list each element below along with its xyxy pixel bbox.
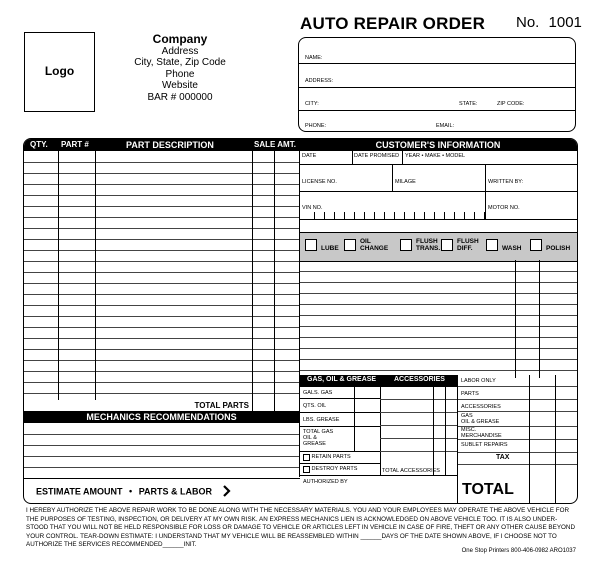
- mileage-label[interactable]: MILAGE: [395, 179, 416, 185]
- address-field-label[interactable]: ADDRESS:: [305, 78, 334, 84]
- name-field-label[interactable]: NAME:: [305, 55, 323, 61]
- vin-label[interactable]: VIN NO.: [302, 205, 323, 211]
- destroy-parts-option[interactable]: [303, 466, 357, 474]
- polish-checkbox[interactable]: [530, 239, 542, 251]
- lbs-grease-label: LBS. GREASE: [303, 417, 340, 423]
- state-field-label[interactable]: STATE:: [459, 101, 478, 107]
- disclaimer-line-5: AUTHORIZE THE SERVICES RECOMMENDED______INIT.: [26, 541, 197, 549]
- order-number: [516, 14, 582, 31]
- disclaimer-line-2: THE PURPOSES OF TESTING, INSPECTION, OR DELIVERY AT MY OWN RISK. AN EXPRESS MECHANICS LIEN IS ACKNOWLEDGED ON ABOVE VEHICLE TOO. IT IS ALSO UNDER-: [26, 515, 558, 523]
- logo-box: [24, 32, 95, 112]
- total-gas-label-1: TOTAL GAS: [303, 429, 334, 435]
- company-city: City, State, Zip Code: [134, 57, 226, 69]
- company-block: [120, 33, 240, 103]
- flush-trans-label-2: TRANS.: [416, 245, 441, 252]
- labor-only-label: LABOR ONLY: [461, 378, 496, 384]
- motor-label[interactable]: MOTOR NO.: [488, 205, 520, 211]
- gas-oil-summary-label-2: OIL & GREASE: [461, 419, 500, 425]
- company-bar: BAR # 000000: [147, 91, 213, 103]
- estimate-parts-labor-label: PARTS & LABOR: [138, 486, 213, 497]
- mechanics-rows: [24, 423, 299, 479]
- total-accessories-label: TOTAL ACCESSORIES: [382, 468, 440, 474]
- flush-trans-checkbox[interactable]: [400, 239, 412, 251]
- form-frame: [23, 138, 578, 504]
- date-promised-label[interactable]: DATE PROMISED: [354, 153, 400, 159]
- flush-diff-label-1: FLUSH: [457, 238, 479, 245]
- destroy-parts-label: DESTROY PARTS: [311, 466, 358, 472]
- oil-change-checkbox[interactable]: [344, 239, 356, 251]
- services-band: [300, 232, 577, 262]
- col-desc-header: PART DESCRIPTION: [126, 140, 214, 150]
- gas-oil-summary-label-1: GAS: [461, 413, 473, 419]
- polish-label: POLISH: [546, 245, 571, 252]
- license-label[interactable]: LICENSE NO.: [302, 179, 337, 185]
- company-name: Company: [152, 32, 208, 46]
- authorization-disclaimer: [26, 507, 586, 550]
- vin-tick-boxes[interactable]: [314, 212, 484, 219]
- lube-checkbox[interactable]: [305, 239, 317, 251]
- company-address: Address: [161, 46, 199, 57]
- customer-info-header: CUSTOMER'S INFORMATION: [375, 140, 501, 150]
- estimate-bullet: •: [129, 486, 133, 497]
- misc-summary-label-2: MERCHANDISE: [461, 433, 502, 439]
- gas-oil-header: GAS, OIL & GREASE: [307, 376, 377, 383]
- retain-parts-checkbox[interactable]: [303, 454, 310, 461]
- logo-label: Logo: [44, 64, 75, 78]
- wash-label: WASH: [502, 245, 522, 252]
- parts-summary-label: PARTS: [461, 391, 479, 397]
- total-label: TOTAL: [462, 481, 514, 498]
- disclaimer-line-3: STOOD THAT YOU WILL NOT BE HELD RESPONSIBLE FOR LOSS OR DAMAGE TO VEHICLE OR ARTICLES LEFT IN VEHICLE IN CASE OF FIRE, THEFT OR ANY OTHER CAUSE BEYOND: [26, 524, 576, 532]
- city-field-label[interactable]: CITY:: [305, 101, 319, 107]
- gals-gas-label: GALS. GAS: [303, 390, 333, 396]
- company-phone: Phone: [165, 68, 195, 80]
- year-make-model-label[interactable]: YEAR • MAKE • MODEL: [405, 153, 466, 159]
- accessories-header: ACCESSORIES: [394, 376, 445, 383]
- disclaimer-line-1: I HEREBY AUTHORIZE THE ABOVE REPAIR WORK TO BE DONE ALONG WITH THE NECESSARY MATERIALS. YOU AND YOUR EMPLOYEES MAY OPERATE THE ABOVE VEHICLE FOR: [26, 507, 570, 514]
- labor-rows: [300, 260, 577, 376]
- total-gas-label-2: OIL &: [303, 435, 317, 441]
- col-amt-header: SALE AMT.: [254, 140, 296, 149]
- flush-diff-label-2: DIFF.: [457, 245, 473, 252]
- accessories-summary-label: ACCESSORIES: [461, 404, 501, 410]
- col-qty-header: QTY.: [30, 140, 48, 149]
- oil-change-label-1: OIL: [360, 238, 371, 245]
- wash-checkbox[interactable]: [486, 239, 498, 251]
- col-part-header: PART #: [61, 140, 89, 149]
- misc-summary-label-1: MISC.: [461, 427, 477, 433]
- oil-change-label-2: CHANGE: [360, 245, 389, 252]
- mechanics-header: MECHANICS RECOMMENDATIONS: [86, 412, 237, 422]
- parts-rows: [24, 151, 299, 397]
- phone-field-label[interactable]: PHONE:: [305, 123, 327, 129]
- zip-field-label[interactable]: ZIP CODE:: [497, 101, 525, 107]
- destroy-parts-checkbox[interactable]: [303, 466, 310, 473]
- printer-credit: One Stop Printers 800-406-0982 ARO1037: [461, 548, 576, 554]
- sublet-summary-label: SUBLET REPAIRS: [461, 442, 508, 448]
- estimate-amount-label: ESTIMATE AMOUNT: [36, 486, 123, 497]
- email-field-label[interactable]: EMAIL:: [436, 123, 455, 129]
- disclaimer-line-4: YOUR CONTROL. TEAR-DOWN ESTIMATE: I UNDERSTAND THAT MY VEHICLE WILL BE REASSEMBLED WITHIN ______DAYS OF THE DATE SHOWN ABOVE, IF I CHOOSE NOT TO: [26, 532, 557, 540]
- total-gas-label-3: GREASE: [303, 441, 326, 447]
- order-number-value: 1001: [548, 14, 582, 31]
- customer-contact-box: [298, 37, 576, 132]
- authorized-by-label[interactable]: AUTHORIZED BY: [303, 479, 348, 485]
- tax-label: TAX: [496, 454, 510, 461]
- company-website: Website: [162, 80, 198, 92]
- flush-trans-label-1: FLUSH: [416, 238, 438, 245]
- chevron-right-icon: [223, 485, 231, 499]
- retain-parts-option[interactable]: [303, 454, 351, 462]
- qts-oil-label: QTS. OIL: [303, 403, 327, 409]
- estimate-line[interactable]: [36, 485, 231, 499]
- date-label[interactable]: DATE: [302, 153, 317, 159]
- lube-label: LUBE: [321, 245, 339, 252]
- summary-rows: [458, 375, 577, 475]
- written-by-label[interactable]: WRITTEN BY:: [488, 179, 524, 185]
- order-number-label: No.: [516, 14, 540, 31]
- page-title: AUTO REPAIR ORDER: [300, 14, 486, 33]
- total-parts-label: TOTAL PARTS: [194, 401, 249, 410]
- flush-diff-checkbox[interactable]: [441, 239, 453, 251]
- retain-parts-label: RETAIN PARTS: [311, 454, 351, 460]
